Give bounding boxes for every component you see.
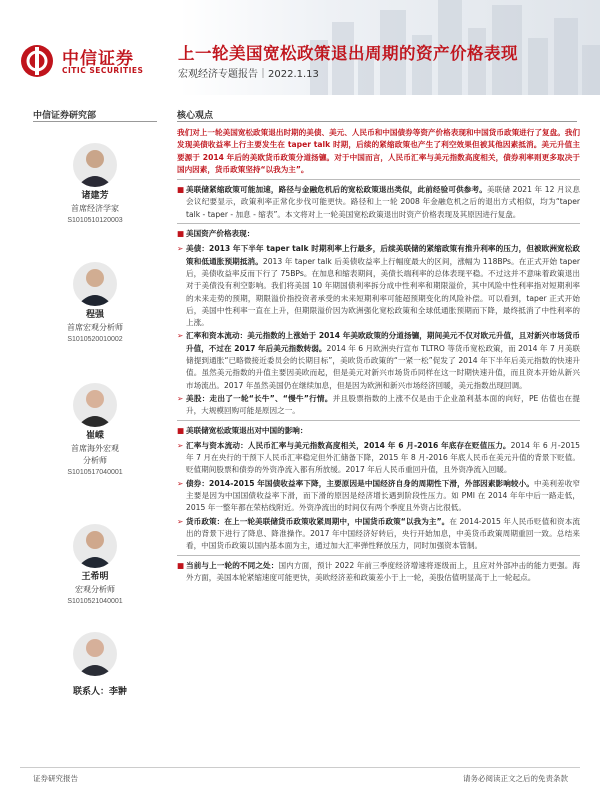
item-heading: 美联储紧缩政策可能加速，路径与金融危机后的宽松政策退出类似，此前经验可供参考。	[186, 185, 487, 195]
item-heading: 美股：走出了一轮“长牛”、“慢牛”行情。	[186, 393, 333, 403]
avatar	[73, 262, 117, 306]
bullet-square-icon: ■	[177, 425, 185, 435]
report-title: 上一轮美国宽松政策退出周期的资产价格表现	[178, 44, 518, 63]
section-heading: 美国资产价格表现：	[186, 229, 255, 239]
section-differences	[177, 555, 580, 587]
item-body: 并且股票指数的上涨不仅是由于企业盈利基本面的向好，PE 估值也在提升，大规模回购可能是原因之一。	[186, 393, 580, 416]
arrow-bullet-icon: ➢	[177, 478, 184, 488]
item-heading: 汇率和资本流动：美元指数的上涨始于 2014 年美欧政策的分道扬镳，期间美元不仅对欧元升值，且对新兴市场货币升值，不过在 2017 年后美元指数转弱。	[186, 331, 580, 353]
footer-divider	[20, 767, 580, 768]
list-item	[177, 560, 580, 585]
analyst-code: S1010510120003	[67, 217, 123, 224]
section-heading: 美联储宽松政策退出对中国的影响：	[186, 425, 308, 435]
bullet-square-icon: ■	[177, 185, 185, 195]
analyst-name: 崔嵘	[85, 431, 104, 441]
list-item	[177, 478, 580, 515]
item-body: 中美利差收窄主要是因为中国国债收益率下滑，而下滑的原因是经济增长遇到阶段性压力。如 PMI 在 2014 年年中后一路走低，2015 年一整年都在荣枯线附近。外资净流出的时间仅有两个季度且外资占比很低。	[186, 478, 580, 513]
section-china-impact	[177, 420, 580, 439]
report-header	[0, 0, 600, 95]
analyst-title: 首席宏观分析师	[67, 323, 123, 332]
list-item	[177, 393, 580, 418]
analyst-code: S1010517040001	[67, 469, 123, 476]
section-us-assets	[177, 223, 580, 242]
divider	[177, 121, 577, 122]
item-heading: 汇率与资本流动：人民币汇率与美元指数高度相关，2014 年 6 月-2016 年底存在贬值压力。	[186, 440, 511, 450]
analyst-card	[50, 262, 140, 345]
analyst-card	[50, 524, 140, 607]
arrow-bullet-icon: ➢	[177, 516, 184, 526]
report-subtitle: 宏观经济专题报告｜2022.1.13	[178, 69, 319, 80]
divider	[33, 121, 157, 122]
footer-label: 证券研究报告	[33, 774, 78, 783]
arrow-bullet-icon: ➢	[177, 440, 184, 450]
list-item	[177, 516, 580, 553]
analyst-name: 程强	[85, 310, 104, 320]
avatar	[73, 524, 117, 568]
item-body: 在 2014-2015 年人民币贬值和资本流出的背景下进行了降息、降准操作。2017 年中国经济好转后，央行开始加息，中美货币政策周期重回一致。总结来看，中国货币政策以国内基本面为主，通过加大汇率弹性释放压力，同时加强资本管制。	[186, 516, 580, 551]
analyst-card	[50, 143, 140, 226]
analyst-card	[50, 632, 140, 679]
item-body: 2014 年 6 月-2015 年 7 月在央行的干预下人民币汇率稳定但外汇储备下降，2015 年 8 月-2016 年底人民币在美元升值的背景下贬值。贬值期间股票和债券的外资净流入都有所放缓。2017 年后人民币重回升值，且外资净流入回暖。	[186, 440, 580, 475]
bullet-square-icon: ■	[177, 229, 185, 239]
list-item	[177, 425, 580, 437]
analyst-code: S1010521040001	[67, 598, 123, 605]
list-item	[177, 330, 580, 391]
analyst-title: 分析师	[83, 456, 107, 465]
department-label: 中信证券研究部	[33, 111, 97, 121]
core-heading: 核心观点	[177, 111, 214, 121]
list-item	[177, 184, 580, 221]
section-policy-path	[177, 179, 580, 223]
brand-name-en: CITIC SECURITIES	[62, 66, 144, 75]
analyst-name: 诸建芳	[81, 191, 109, 201]
summary-paragraph: 我们对上一轮美国宽松政策退出时期的美债、美元、人民币和中国债券等资产价格表现和中国货币政策进行了复盘。我们发现美债收益率上行主要发生在 taper talk 时期，后续的紧缩政策也产生了利空效果但被其他因素抵消。美元升值主要源于 2014 年后的美欧货币政策分道扬镳。对于中国而言，人民币汇率与美元指数高度相关，债券利率则更多取决于国内因素，货币政策坚持“以我为主”。	[177, 128, 580, 174]
arrow-bullet-icon: ➢	[177, 331, 184, 341]
item-body: 国内方面，预计 2022 年前三季度经济增速将逐级而上，且应对外部冲击的能力更强。海外方面，美国本轮紧缩速度可能更快，美欧经济差和政策差小于上一轮，美股估值明显高于上一轮起点。	[186, 560, 580, 582]
analyst-card	[50, 383, 140, 478]
brand-name-cn: 中信证券	[62, 49, 134, 69]
item-heading: 债券：2014-2015 年国债收益率下降，主要原因是中国经济自身的周期性下滑，外部因素影响较小。	[186, 478, 534, 488]
list-item	[177, 243, 580, 329]
analyst-code: S1010520010002	[67, 336, 123, 343]
list-item	[177, 440, 580, 477]
arrow-bullet-icon: ➢	[177, 244, 184, 254]
core-views	[177, 127, 580, 586]
analyst-title: 首席经济学家	[71, 204, 119, 213]
avatar	[73, 383, 117, 427]
item-heading: 当前与上一轮的不同之处：	[186, 560, 279, 570]
item-body: 2013 年 taper talk 后美债收益率上行幅度最大的区间，涨幅为 118BPs。在正式开始 taper 后，美债收益率反而下行了 75BPs。在加息和缩表期间，美债长端利率的总体表现平稳。不过这并不意味着政策退出对于美债没有利空影响。我们将美国 10 年期国债利率拆分成中性利率和期限溢价，其中风险中性利率指对短期利率的未来走势的预期，期限溢价指投资者承受的未来短期利率可能超预期变化的风险补偿。可以看到，taper 正式开始后，美国中性利率一直在上升，但期限溢价因为欧洲强化宽松政策和全球低通胀预期而下降，最终抵消了中性利率的上涨。	[186, 256, 580, 328]
analyst-name: 王希明	[81, 572, 109, 582]
list-item	[177, 228, 580, 240]
analyst-title: 首席海外宏观	[71, 444, 119, 453]
item-heading: 美债：2013 年下半年 taper talk 时期利率上行最多，后续美联储的紧缩政策有推升利率的压力，但被欧洲宽松政策和低通胀预期抵消。	[186, 244, 580, 266]
footer-disclaimer: 请务必阅读正文之后的免责条款	[463, 774, 568, 783]
arrow-bullet-icon: ➢	[177, 393, 184, 403]
avatar	[73, 143, 117, 187]
item-heading: 货币政策：在上一轮美联储货币政策收紧周期中，中国货币政策“以我为主”。	[186, 516, 450, 526]
analyst-title: 宏观分析师	[75, 585, 115, 594]
avatar	[73, 632, 117, 676]
citic-logo-icon	[20, 44, 54, 78]
item-body: 2014 年 6 月欧洲央行宣布 TLTRO 等货币宽松政策，而 2014 年 7 月美联储提到通胀“已略微接近委员会的长期目标”，美欧货币政策的“一紧一松”促发了 2014 年下半年后美元指数的快速升值。虽然美元指数的升值主要因美欧而起，但是美元对新兴市场货币同样在这一时期快速升值，而且资本开始从新兴市场流出。2017 年虽然美国仍在继续加息，但是因为欧洲和新兴市场经济回暖，美元指数出现回调。	[186, 343, 580, 390]
item-body: 美联储 2021 年 12 月议息会议纪要显示，政策利率正常化步伐可能更快。路径和上一轮 2008 年金融危机之后的退出方式相似，均为“taper talk - taper - 加息 - 缩表”。本文将对上一轮美国宽松政策退出时资产价格表现及其原因进行复盘。	[186, 185, 580, 219]
contact-person: 联系人：李翀	[73, 687, 128, 697]
bullet-square-icon: ■	[177, 560, 185, 570]
